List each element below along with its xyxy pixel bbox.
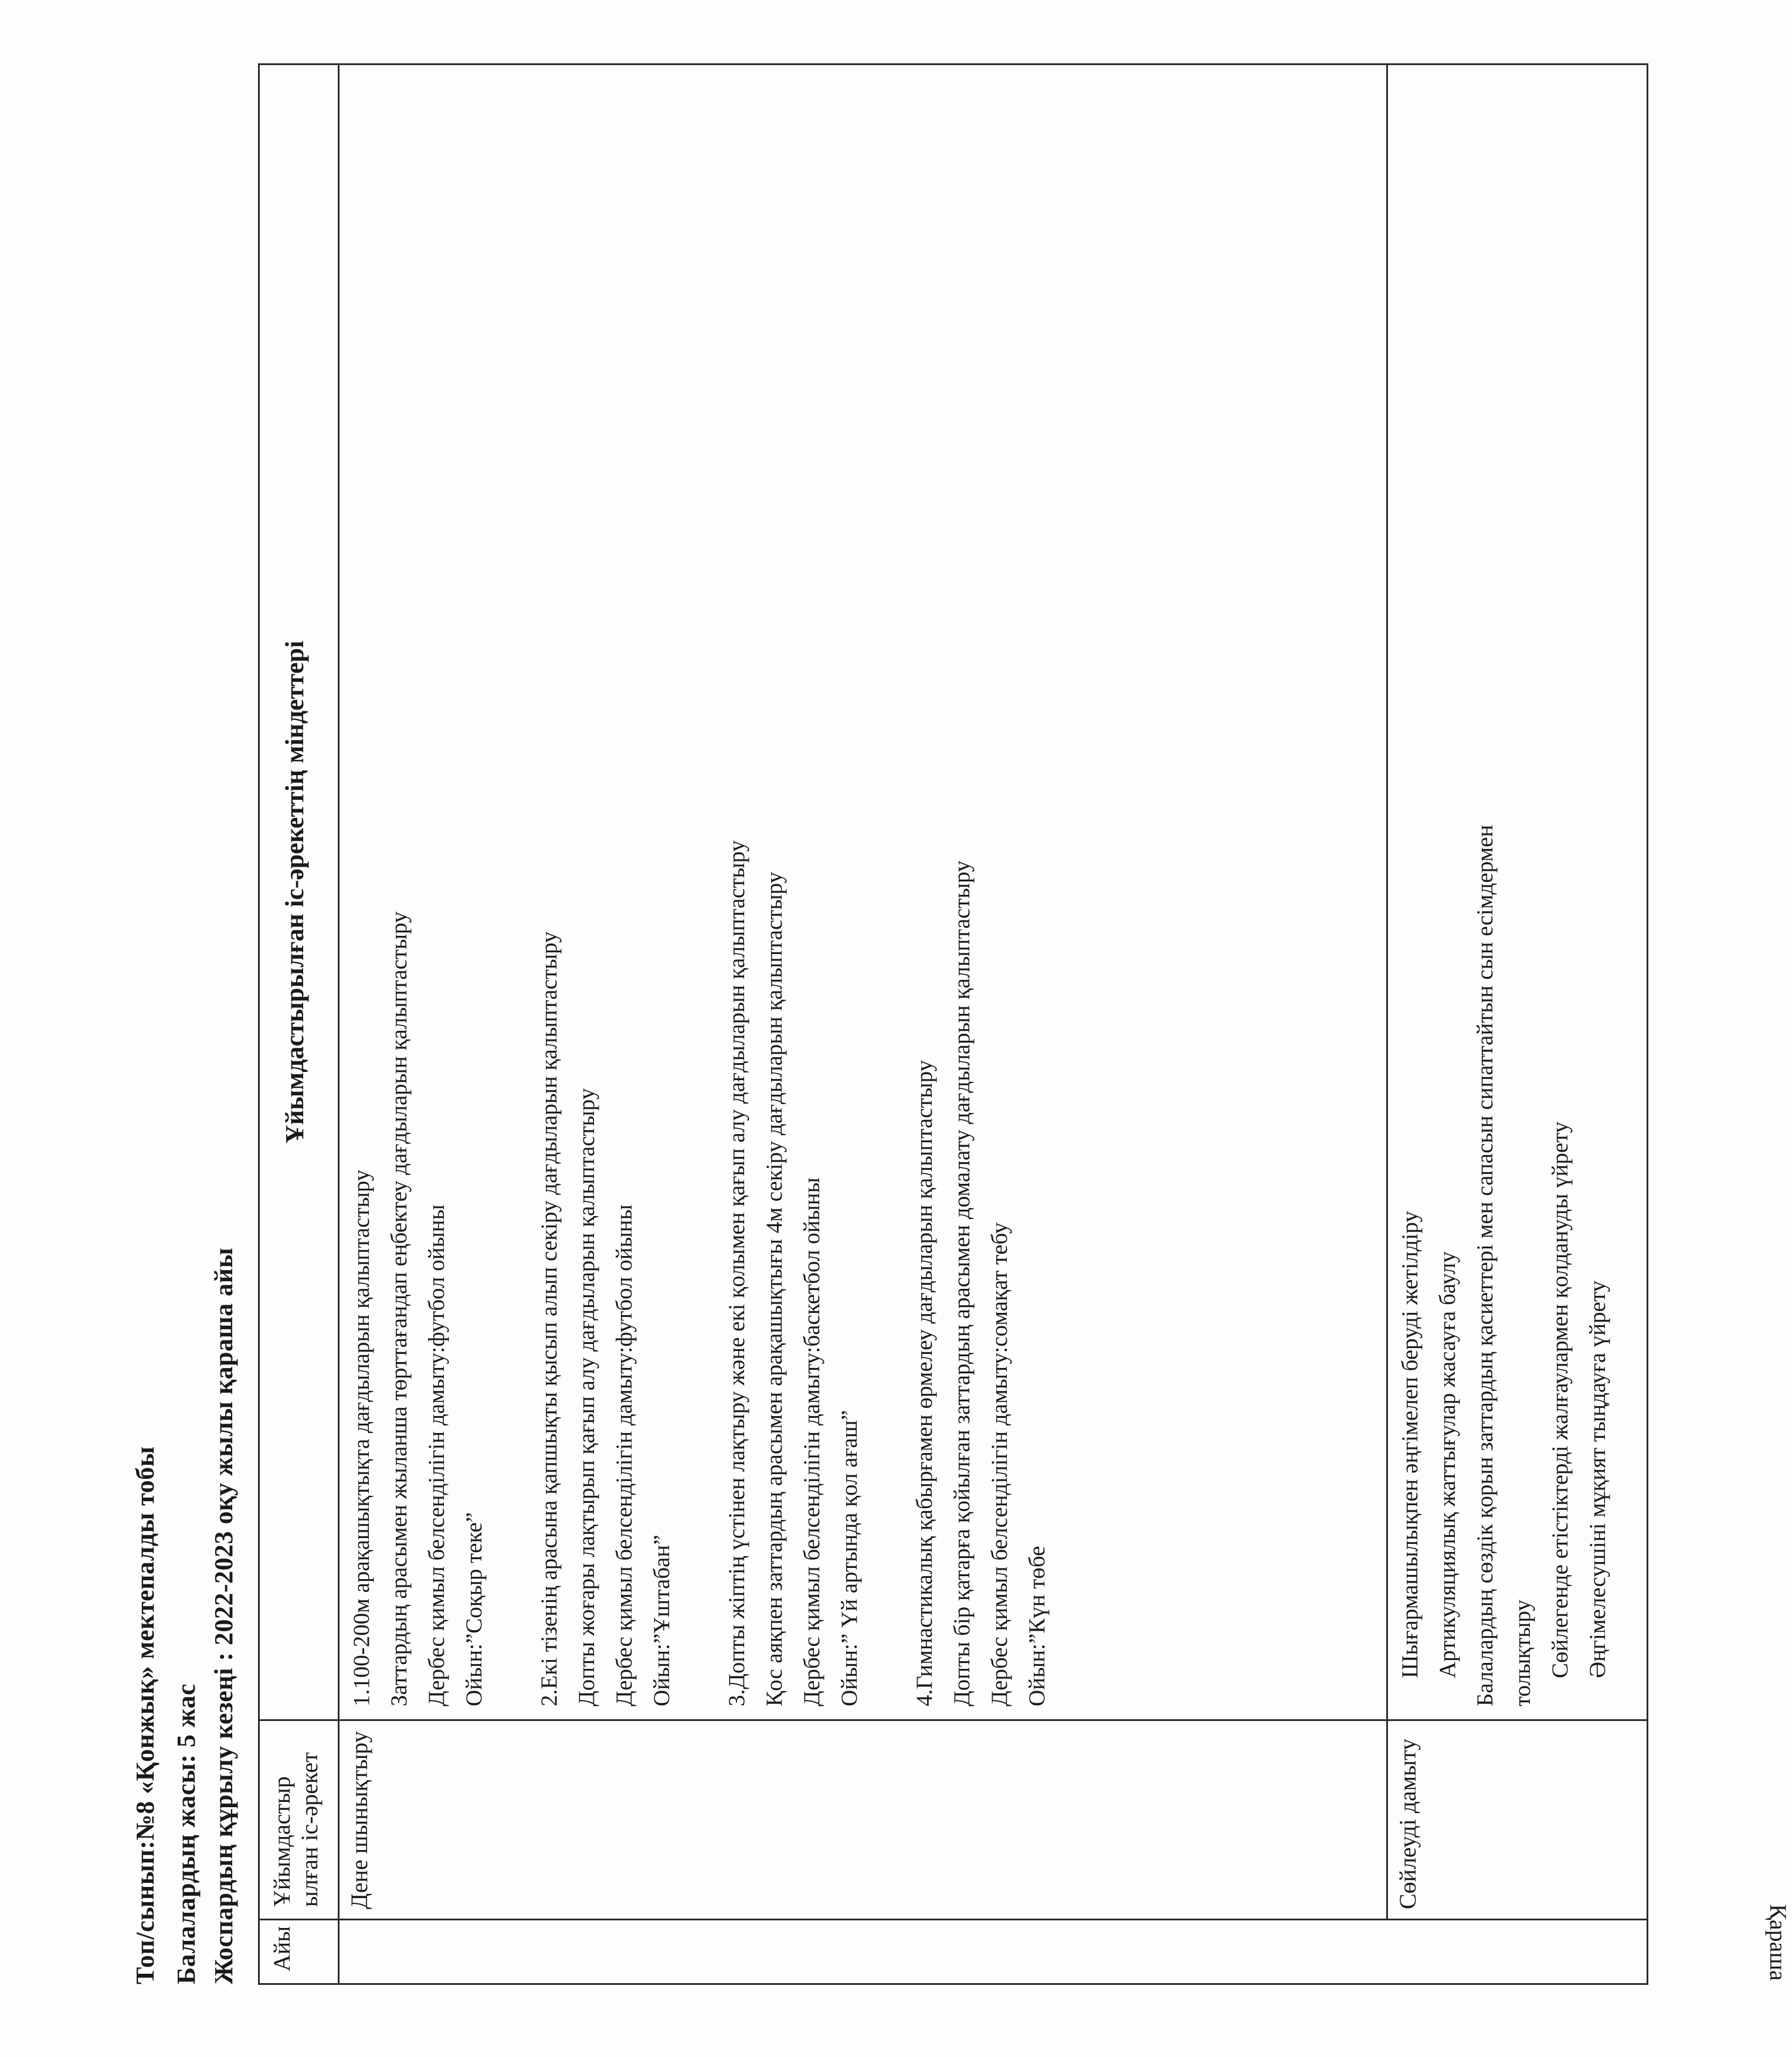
activity-cell: Дене шынықтыру (339, 1720, 1387, 1920)
age-line: Балалардың жасы: 5 жас (172, 1683, 201, 1984)
month-value: Қараша (1765, 1904, 1791, 1981)
spacer (681, 78, 718, 1706)
group-line: Топ/сынып:№8 «Қонжық» мектепалды тобы (131, 1446, 159, 1984)
task-line: Сөйлегенде етістіктерді жалғаулармен қолдануды үйрету (1547, 1121, 1573, 1678)
task-line: Дербес қимыл белсенділігін дамыту:сомақат тебу (987, 1222, 1012, 1706)
tasks-cell (1387, 65, 1648, 1720)
col-month-header: Айы (259, 1920, 339, 1984)
task-line: Әңгімелесушіні мұқият тыңдауға үйрету (1585, 1280, 1610, 1678)
task-line: Дербес қимыл белсенділігін дамыту:баскетбол ойыны (799, 1177, 824, 1706)
task-line: 1.100-200м арақашықтықта дағдыларын қалыптастыру (349, 1169, 374, 1706)
month-cell (339, 1904, 1791, 1984)
task-line: толықтыру (1510, 1600, 1535, 1706)
task-line: 2.Екі тізенің арасына қапшықты қысып алып секіру дағдыларын қалыптастыру (537, 931, 562, 1706)
tasks-cell (339, 65, 1387, 1720)
task-line: 4.Гимнастикалық қабырғамен өрмелеу дағдыларын қалыптастыру (912, 1060, 937, 1706)
spacer (493, 78, 531, 1706)
task-line: Ойын:”Соқыр теке” (461, 1512, 487, 1706)
plan-table (258, 63, 1791, 1985)
task-line: Ойын:” Үй артында қол ағаш” (837, 1410, 862, 1706)
task-line: Ойын:”Күн төбе (1024, 1546, 1050, 1706)
table-row (1387, 65, 1648, 1984)
plan-table-wrapper (258, 63, 1791, 1985)
task-line: Балалардың сөздік қорын заттардың қасиеттері мен сапасын сипаттайтын сын есімдермен (1472, 824, 1498, 1706)
task-line: Заттардың арасымен жыланша төрттағандап еңбектеу дағдыларын қалыптастыру (386, 911, 412, 1706)
activity-cell: Сөйлеуді дамыту (1387, 1720, 1648, 1920)
table-header-row (259, 65, 339, 1984)
task-line: Шығармашылықпен әңгімелеп беруді жетілдіру (1397, 1211, 1423, 1678)
task-line: Артикуляциялық жаттығулар жасауға баулу (1435, 1251, 1460, 1678)
task-line: 3.Допты жіптің үстінен лақтыру және екі қолымен қағып алу дағдыларын қалыптастыру (724, 840, 749, 1706)
task-line: Допты жоғары лақтырып қағып алу дағдыларын қалыптастыру (574, 1088, 599, 1706)
period-line: Жоспардың құрылу кезеңі : 2022-2023 оқу жылы қараша айы (209, 1247, 238, 1984)
task-line: Допты бір қатарға қойылған заттардың арасымен домалату дағдыларын қалыптастыру (949, 860, 975, 1706)
task-line: Дербес қимыл белсенділігін дамыту:футбол ойыны (612, 1204, 637, 1706)
col-activity-header: Ұйымдастыр ылған іс-әрекет (259, 1720, 339, 1920)
task-line: Қос аяқпен заттардың арасымен арақашықтығы 4м секіру дағдыларын қалыптастыру (762, 871, 787, 1706)
task-line: Дербес қимыл белсенділігін дамыту:футбол ойыны (424, 1204, 449, 1706)
spacer (868, 78, 906, 1706)
table-row (339, 65, 1387, 1984)
col-tasks-header: Ұйымдастырылған іс-әрекеттің міндеттері (259, 65, 339, 1720)
task-line: Ойын:”Ұштабан” (649, 1535, 674, 1706)
